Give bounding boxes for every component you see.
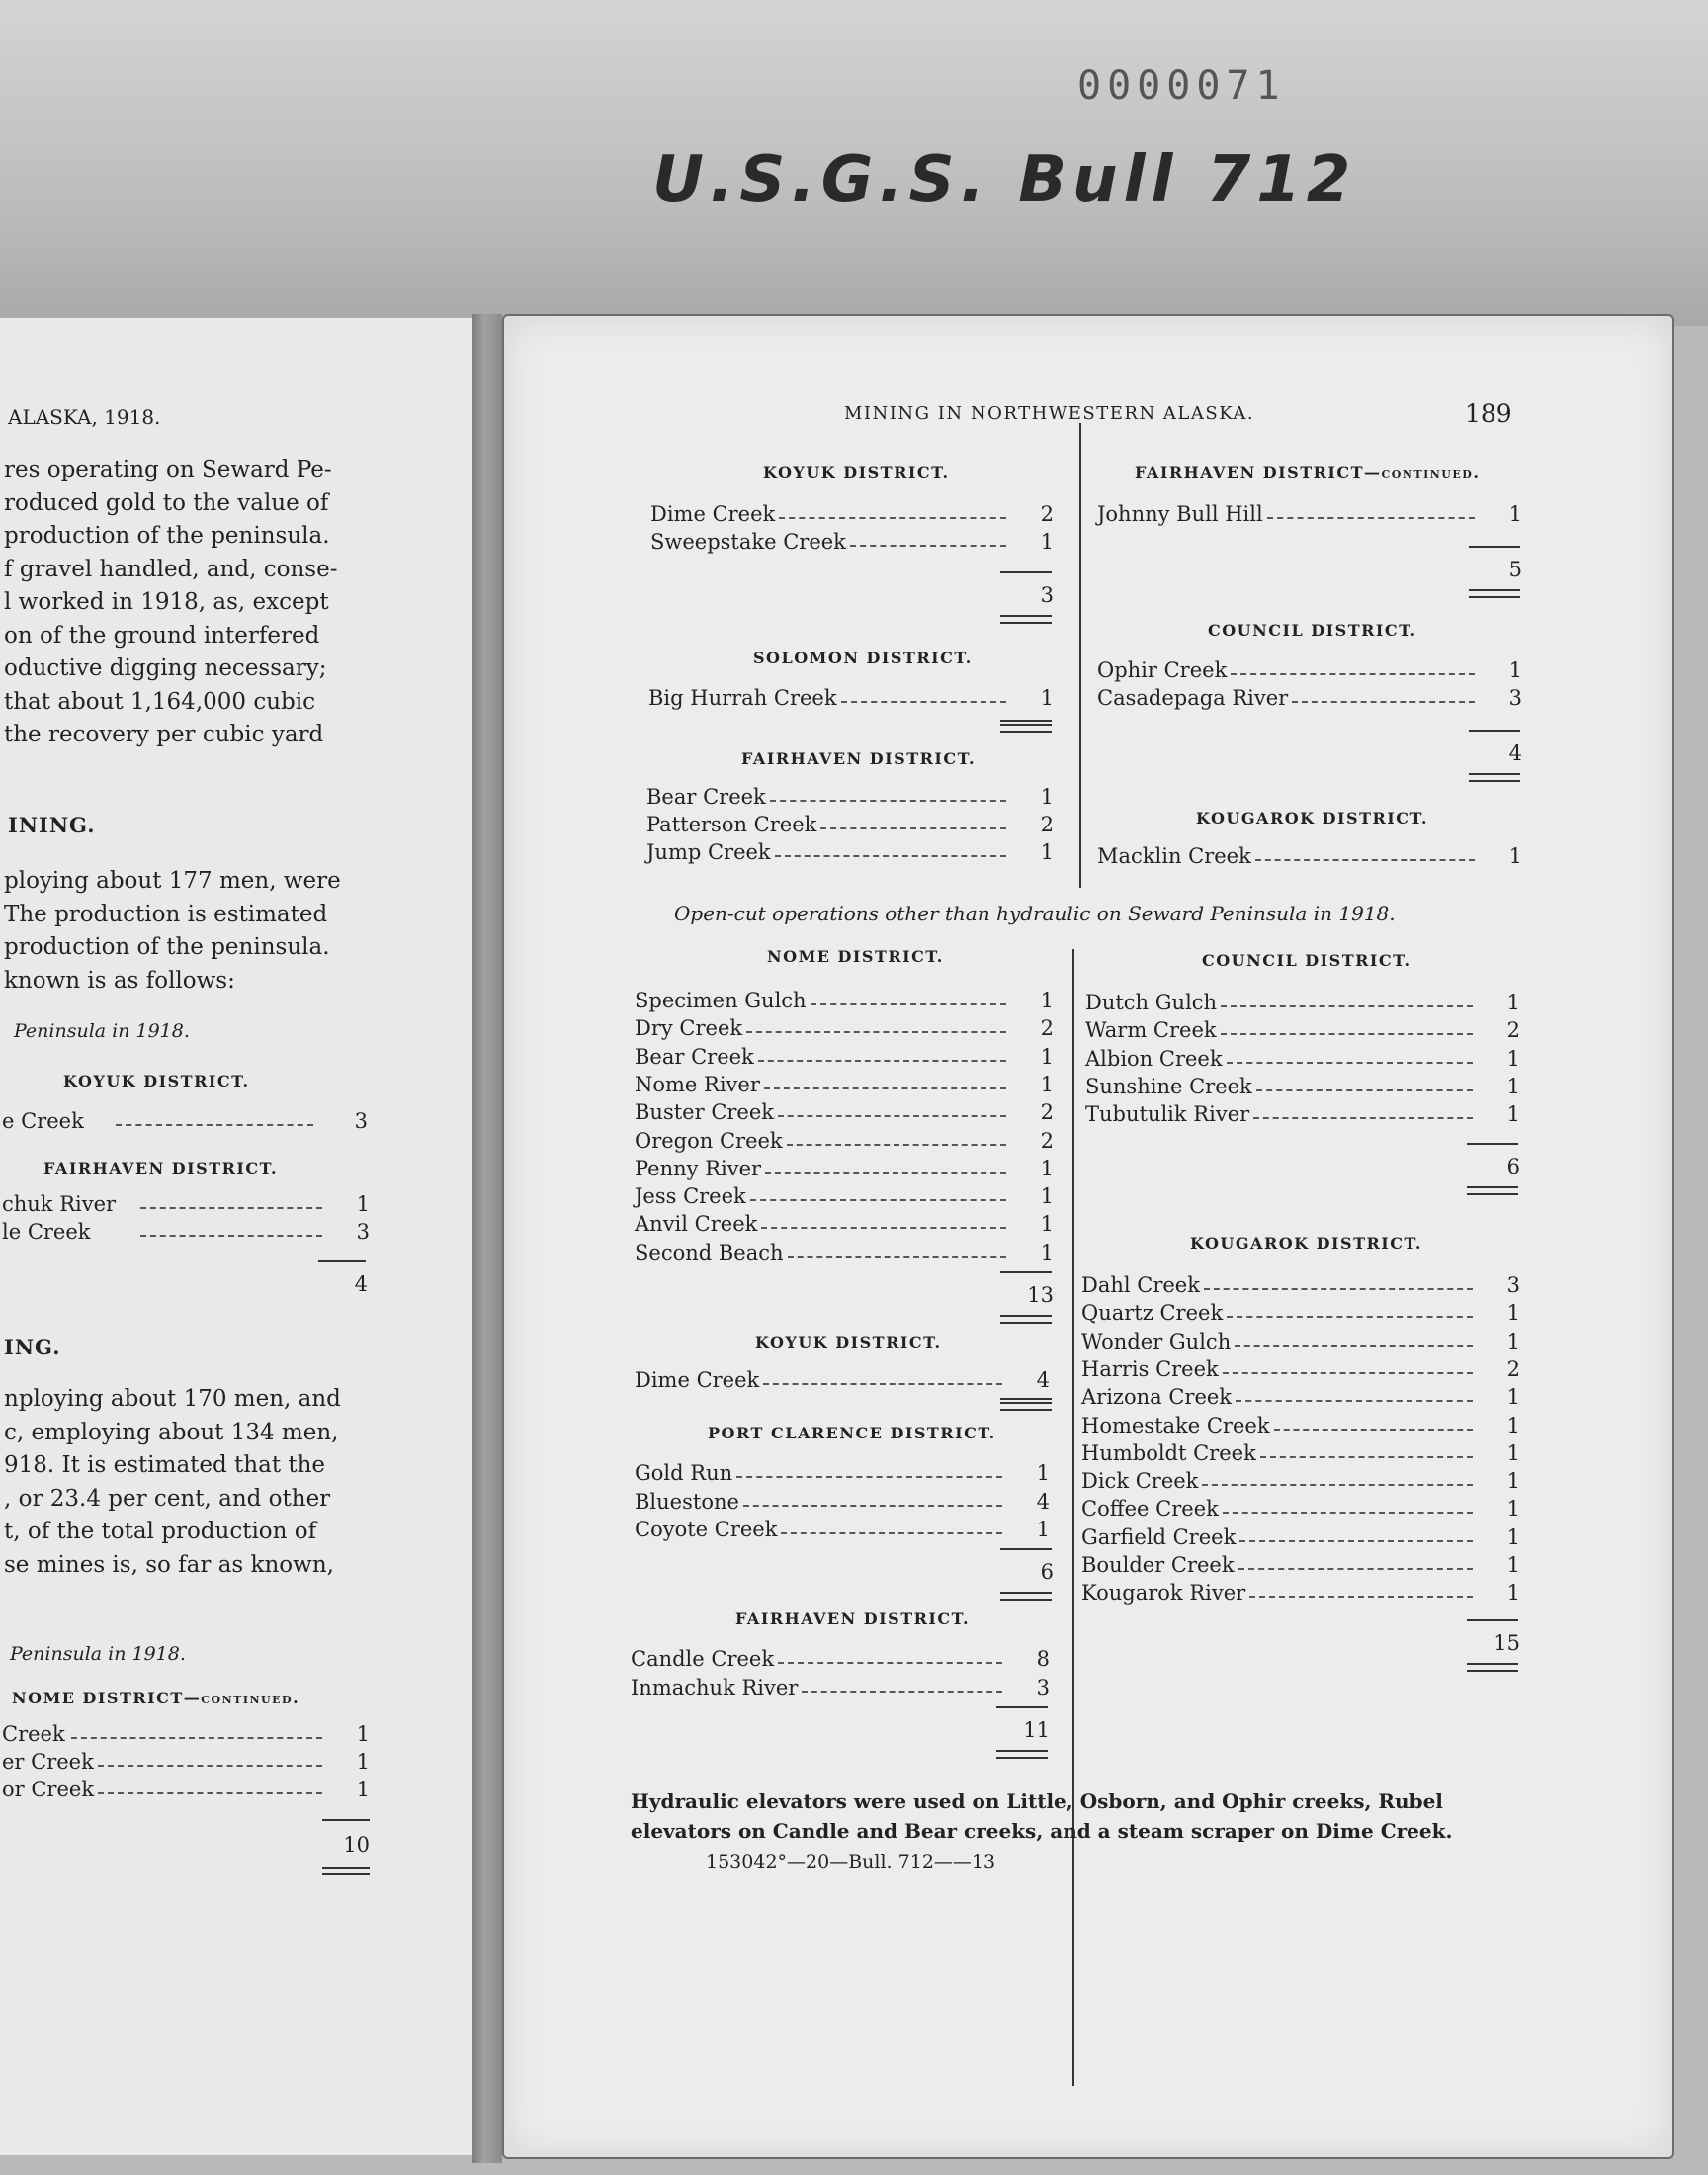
table-row xyxy=(635,1016,1054,1044)
row-count: 1 xyxy=(1040,1184,1054,1209)
leader-dots xyxy=(765,1172,1006,1174)
table-row xyxy=(1081,1414,1520,1441)
leader-dots xyxy=(811,1003,1006,1005)
row-name: Tubutulik River xyxy=(1085,1102,1250,1127)
district-total: 5 xyxy=(1508,558,1522,581)
leader-dots xyxy=(850,545,1006,547)
table-row xyxy=(1081,1273,1520,1301)
row-name: Dahl Creek xyxy=(1081,1273,1200,1297)
table-row xyxy=(631,1647,1050,1675)
row-count: 4 xyxy=(1036,1489,1050,1514)
row-name: Sweepstake Creek xyxy=(650,530,846,554)
paragraph-line: , or 23.4 per cent, and other xyxy=(4,1485,331,1512)
left-koyuk-header: KOYUK DISTRICT. xyxy=(63,1072,250,1090)
leader-dots xyxy=(1274,1429,1473,1431)
row-name: Albion Creek xyxy=(1085,1046,1223,1071)
sum-rule xyxy=(1000,1548,1052,1550)
table-row xyxy=(1097,502,1522,530)
table-row xyxy=(1081,1469,1520,1497)
row-name: Homestake Creek xyxy=(1081,1413,1270,1437)
row-name: Creek xyxy=(2,1722,65,1746)
row-name: chuk River xyxy=(2,1192,117,1216)
sum-rule xyxy=(1000,1271,1052,1273)
district-header: SOLOMON DISTRICT. xyxy=(753,649,973,667)
table-row xyxy=(635,1100,1054,1128)
row-count: 1 xyxy=(1506,1469,1520,1494)
book-gutter xyxy=(472,314,502,2163)
left-fairhaven-rule xyxy=(318,1260,366,1262)
row-name: Humboldt Creek xyxy=(1081,1440,1256,1465)
left-fairhaven-header: FAIRHAVEN DISTRICT. xyxy=(43,1159,279,1177)
hydraulic-divider xyxy=(1079,423,1081,888)
table-row xyxy=(1081,1497,1520,1524)
district-header: KOYUK DISTRICT. xyxy=(763,463,950,481)
row-name: Anvil Creek xyxy=(635,1212,758,1237)
row-count: 1 xyxy=(1506,1385,1520,1410)
paragraph-line: production of the peninsula. xyxy=(4,934,330,960)
row-count: 1 xyxy=(1506,1497,1520,1522)
table-row xyxy=(1085,991,1520,1018)
row-name: Buster Creek xyxy=(635,1100,775,1125)
leader-dots xyxy=(98,1792,322,1794)
paragraph-line: production of the peninsula. xyxy=(4,523,330,549)
paragraph-line: that about 1,164,000 cubic xyxy=(4,688,315,715)
table-row xyxy=(1081,1385,1520,1413)
row-count: 1 xyxy=(1506,1440,1520,1465)
district-header: COUNCIL DISTRICT. xyxy=(1208,621,1417,640)
row-name: Wonder Gulch xyxy=(1081,1329,1232,1353)
leader-dots xyxy=(1227,1062,1473,1064)
paragraph-line: The production is estimated xyxy=(4,901,328,927)
row-count: 1 xyxy=(1040,1212,1054,1237)
table-row xyxy=(635,1184,1054,1212)
row-count: 1 xyxy=(1508,502,1522,526)
leader-dots xyxy=(787,1144,1006,1146)
table-row xyxy=(635,1073,1054,1100)
leader-dots xyxy=(1223,1372,1473,1374)
row-count: 1 xyxy=(1506,991,1520,1014)
row-name: Bear Creek xyxy=(635,1044,754,1069)
leader-dots xyxy=(1255,859,1475,861)
table-row xyxy=(650,530,1054,558)
left-caption-1: Peninsula in 1918. xyxy=(14,1020,190,1042)
sum-rule xyxy=(1000,720,1052,722)
row-name: Warm Creek xyxy=(1085,1018,1217,1043)
leader-dots xyxy=(781,1532,1002,1534)
left-heading-2: ING. xyxy=(4,1335,61,1359)
table-row xyxy=(646,840,1054,868)
leader-dots xyxy=(763,1383,1002,1385)
leader-dots xyxy=(71,1737,322,1739)
row-count: 1 xyxy=(1040,785,1054,809)
paragraph-line: t, of the total production of xyxy=(4,1519,317,1544)
district-header: KOUGAROK DISTRICT. xyxy=(1190,1234,1422,1253)
left-nome-cont-header: NOME DISTRICT—continued. xyxy=(12,1689,300,1707)
paragraph-line: 918. It is estimated that the xyxy=(4,1452,326,1478)
table-row xyxy=(635,1157,1054,1184)
table-row xyxy=(1085,1075,1520,1102)
leader-dots xyxy=(775,855,1006,857)
row-count: 3 xyxy=(1506,1273,1520,1297)
double-rule xyxy=(1469,773,1520,782)
table-row xyxy=(650,502,1054,530)
district-header: COUNCIL DISTRICT. xyxy=(1202,951,1411,970)
leader-dots xyxy=(1202,1484,1473,1486)
row-name: Nome River xyxy=(635,1072,760,1096)
row-name: Bluestone xyxy=(635,1489,739,1514)
left-caption-2: Peninsula in 1918. xyxy=(10,1643,186,1665)
left-nome-rule xyxy=(322,1819,370,1821)
row-count: 2 xyxy=(1040,502,1054,526)
row-name: Boulder Creek xyxy=(1081,1553,1235,1577)
leader-dots xyxy=(1227,1316,1473,1318)
row-name: Oregon Creek xyxy=(635,1128,783,1153)
leader-dots xyxy=(1223,1512,1473,1514)
district-header: FAIRHAVEN DISTRICT. xyxy=(741,749,977,768)
table-row xyxy=(646,813,1054,840)
leader-dots xyxy=(841,701,1006,703)
table-row xyxy=(635,1241,1054,1268)
leader-dots xyxy=(778,1115,1006,1117)
table-row xyxy=(1081,1581,1520,1609)
row-count: 1 xyxy=(356,1192,370,1216)
table-row xyxy=(1081,1553,1520,1581)
leader-dots xyxy=(1292,701,1475,703)
row-count: 1 xyxy=(1036,1461,1050,1485)
stamp-number: 0000071 xyxy=(1077,63,1286,109)
sum-rule xyxy=(1469,546,1520,548)
leader-dots xyxy=(1249,1596,1473,1598)
left-running-head: ALASKA, 1918. xyxy=(8,405,161,429)
left-fairhaven-total: 4 xyxy=(354,1272,368,1296)
row-name: Johnny Bull Hill xyxy=(1097,502,1263,526)
opencut-divider xyxy=(1072,949,1074,2086)
row-name: Arizona Creek xyxy=(1081,1385,1233,1410)
row-count: 1 xyxy=(1040,686,1054,710)
row-name: Garfield Creek xyxy=(1081,1524,1237,1549)
table-row xyxy=(1097,686,1522,714)
sum-rule xyxy=(1467,1143,1518,1145)
paragraph-line: oductive digging necessary; xyxy=(4,655,327,681)
leader-dots xyxy=(1231,673,1475,675)
leader-dots xyxy=(1221,1005,1473,1007)
row-name: Dime Creek xyxy=(650,502,776,526)
paragraph-line: res operating on Seward Pe- xyxy=(4,457,332,482)
leader-dots xyxy=(743,1505,1002,1507)
row-count: 1 xyxy=(1506,1074,1520,1098)
double-rule xyxy=(1000,1592,1052,1601)
leader-dots xyxy=(761,1227,1006,1229)
leader-dots xyxy=(736,1476,1002,1478)
row-name: er Creek xyxy=(2,1750,94,1774)
row-name: Gold Run xyxy=(635,1461,733,1485)
double-rule xyxy=(1467,1663,1518,1672)
footnote-line-1: Hydraulic elevators were used on Little, Osborn, and Ophir creeks, Rubel xyxy=(631,1789,1443,1813)
left-nome-double-rule xyxy=(322,1867,370,1875)
row-count: 1 xyxy=(1036,1518,1050,1541)
leader-dots xyxy=(746,1031,1006,1033)
table-row xyxy=(648,686,1054,714)
district-total: 6 xyxy=(1040,1560,1054,1584)
district-header: PORT CLARENCE DISTRICT. xyxy=(708,1424,996,1442)
table-row xyxy=(1081,1525,1520,1553)
left-nome-total: 10 xyxy=(343,1833,370,1857)
paragraph-line: the recovery per cubic yard xyxy=(4,722,324,747)
row-count: 1 xyxy=(1040,1044,1054,1069)
row-count: 1 xyxy=(1040,840,1054,864)
row-name: Bear Creek xyxy=(646,785,766,809)
district-header: KOYUK DISTRICT. xyxy=(755,1333,942,1351)
row-name: Quartz Creek xyxy=(1081,1301,1224,1326)
row-count: 2 xyxy=(1040,1016,1054,1041)
double-rule xyxy=(1469,589,1520,598)
leader-dots xyxy=(1253,1117,1473,1119)
table-row xyxy=(635,1212,1054,1240)
row-name: Dry Creek xyxy=(635,1016,743,1041)
leader-dots xyxy=(1267,517,1475,519)
row-count: 1 xyxy=(356,1722,370,1746)
leader-dots xyxy=(758,1060,1006,1062)
row-count: 2 xyxy=(1040,1128,1054,1153)
leader-dots xyxy=(1256,1089,1473,1091)
paragraph-line: on of the ground interfered xyxy=(4,622,320,649)
paragraph-line: ploying about 177 men, were xyxy=(4,868,341,894)
leader-dots xyxy=(1204,1288,1473,1290)
row-count: 1 xyxy=(1040,1072,1054,1096)
row-name: Penny River xyxy=(635,1156,762,1180)
table-row xyxy=(635,1461,1050,1489)
table-row xyxy=(631,1676,1050,1703)
table-row xyxy=(1097,658,1522,686)
leader-dots xyxy=(788,1256,1006,1258)
table-row xyxy=(1081,1357,1520,1385)
row-count: 1 xyxy=(1506,1581,1520,1606)
row-count: 1 xyxy=(1506,1301,1520,1326)
row-name: Specimen Gulch xyxy=(635,989,807,1012)
leader-dots xyxy=(98,1765,322,1767)
row-name: Coyote Creek xyxy=(635,1518,778,1541)
row-count: 1 xyxy=(1506,1046,1520,1071)
right-page xyxy=(502,314,1674,2159)
row-count: 2 xyxy=(1040,1100,1054,1125)
paragraph-line: f gravel handled, and, conse- xyxy=(4,556,338,582)
row-name: or Creek xyxy=(2,1778,95,1801)
row-count: 2 xyxy=(1040,813,1054,836)
double-rule xyxy=(996,1750,1048,1759)
page-number: 189 xyxy=(1465,399,1512,428)
sum-rule xyxy=(1000,571,1052,573)
district-header: NOME DISTRICT. xyxy=(767,947,944,966)
leader-dots xyxy=(1236,1400,1473,1402)
row-count: 4 xyxy=(1036,1368,1050,1392)
print-mark: 153042°—20—Bull. 712——13 xyxy=(706,1851,996,1872)
opencut-title: Open-cut operations other than hydraulic on Seward Peninsula in 1918. xyxy=(674,902,1396,925)
row-count: 1 xyxy=(1506,1329,1520,1353)
row-count: 3 xyxy=(1508,686,1522,710)
district-total: 4 xyxy=(1508,741,1522,765)
district-header: FAIRHAVEN DISTRICT—continued. xyxy=(1135,463,1481,481)
leader-dots xyxy=(1239,1540,1473,1542)
row-count: 1 xyxy=(356,1750,370,1774)
row-count: 1 xyxy=(356,1778,370,1801)
district-header: FAIRHAVEN DISTRICT. xyxy=(735,1610,971,1628)
row-name: le Creek xyxy=(2,1220,91,1244)
leader-dots xyxy=(750,1199,1006,1201)
table-row xyxy=(1081,1441,1520,1469)
double-rule xyxy=(1000,1315,1052,1324)
row-name: Harris Creek xyxy=(1081,1356,1219,1381)
leader-dots xyxy=(770,800,1006,802)
row-count: 1 xyxy=(1508,658,1522,682)
district-total: 3 xyxy=(1040,583,1054,607)
double-rule xyxy=(1000,724,1052,733)
leader-dots xyxy=(802,1691,1002,1693)
paragraph-line: se mines is, so far as known, xyxy=(4,1551,334,1578)
paragraph-line: l worked in 1918, as, except xyxy=(4,589,329,615)
double-rule xyxy=(1000,615,1052,624)
table-row xyxy=(635,1045,1054,1073)
left-heading-1: INING. xyxy=(8,813,96,837)
row-name: Patterson Creek xyxy=(646,813,817,836)
row-name: Jump Creek xyxy=(646,840,771,864)
row-name: Sunshine Creek xyxy=(1085,1074,1252,1098)
row-count: 1 xyxy=(1040,530,1054,554)
district-total: 15 xyxy=(1494,1631,1520,1655)
paragraph-line: roduced gold to the value of xyxy=(4,489,329,516)
row-name: Dime Creek xyxy=(635,1368,760,1392)
table-row xyxy=(1085,1102,1520,1130)
row-name: Inmachuk River xyxy=(631,1675,799,1699)
sum-rule xyxy=(1467,1619,1518,1621)
row-count: 1 xyxy=(1506,1102,1520,1127)
row-count: 2 xyxy=(1506,1356,1520,1381)
district-total: 6 xyxy=(1506,1155,1520,1178)
district-header: KOUGAROK DISTRICT. xyxy=(1196,809,1428,827)
leader-dots xyxy=(1235,1345,1473,1347)
table-row xyxy=(646,785,1054,813)
table-row xyxy=(1097,844,1522,872)
row-name: Jess Creek xyxy=(635,1184,746,1209)
leader-dots xyxy=(1260,1456,1473,1458)
footnote-line-2: elevators on Candle and Bear creeks, and a steam scraper on Dime Creek. xyxy=(631,1819,1453,1843)
double-rule xyxy=(1000,1402,1052,1411)
leader-dots xyxy=(1221,1033,1473,1035)
table-row xyxy=(1085,1047,1520,1075)
row-name: Second Beach xyxy=(635,1240,784,1264)
row-count: 1 xyxy=(1506,1413,1520,1437)
row-count: 3 xyxy=(356,1220,370,1244)
sum-rule xyxy=(996,1706,1048,1708)
paragraph-line: known is as follows: xyxy=(4,967,235,994)
double-rule xyxy=(1467,1186,1518,1195)
left-page xyxy=(0,318,474,2155)
leader-dots xyxy=(140,1235,322,1237)
district-total: 13 xyxy=(1027,1283,1054,1307)
sum-rule xyxy=(1000,1398,1052,1400)
leader-dots xyxy=(778,1662,1002,1664)
table-row xyxy=(635,1129,1054,1157)
row-name: Kougarok River xyxy=(1081,1581,1246,1606)
row-name: Macklin Creek xyxy=(1097,844,1251,868)
row-count: 1 xyxy=(1508,844,1522,868)
row-name: Candle Creek xyxy=(631,1647,775,1671)
table-row xyxy=(1081,1301,1520,1329)
leader-dots xyxy=(140,1207,322,1209)
table-row xyxy=(635,1368,1050,1396)
table-row xyxy=(1081,1330,1520,1357)
left-koyuk-row: e Creek 3 xyxy=(2,1109,368,1133)
row-count: 1 xyxy=(1040,1156,1054,1180)
table-row xyxy=(2,1722,370,1750)
table-row xyxy=(635,1490,1050,1518)
table-row xyxy=(635,1518,1050,1545)
leader-dots xyxy=(1238,1568,1473,1570)
district-total: 11 xyxy=(1023,1718,1050,1742)
row-count: 3 xyxy=(1036,1675,1050,1699)
row-name: Casadepaga River xyxy=(1097,686,1289,710)
row-count: 1 xyxy=(1040,1240,1054,1264)
table-row xyxy=(1085,1018,1520,1046)
row-name: Ophir Creek xyxy=(1097,658,1228,682)
row-name: Dutch Gulch xyxy=(1085,991,1218,1014)
leader-dots xyxy=(820,827,1006,829)
row-count: 1 xyxy=(1040,989,1054,1012)
paragraph-line: c, employing about 134 men, xyxy=(4,1419,339,1445)
row-count: 1 xyxy=(1506,1524,1520,1549)
sum-rule xyxy=(1469,730,1520,732)
table-row xyxy=(2,1220,370,1248)
row-name: Coffee Creek xyxy=(1081,1497,1219,1522)
table-row xyxy=(2,1750,370,1778)
row-name: Big Hurrah Creek xyxy=(648,686,837,710)
table-row xyxy=(2,1192,370,1220)
handwritten-note: U.S.G.S. Bull 712 xyxy=(652,143,1357,217)
row-name: Dick Creek xyxy=(1081,1469,1199,1494)
row-count: 2 xyxy=(1506,1018,1520,1043)
leader-dots xyxy=(764,1088,1006,1089)
paragraph-line: nploying about 170 men, and xyxy=(4,1386,341,1412)
row-count: 1 xyxy=(1506,1553,1520,1577)
table-row xyxy=(2,1778,370,1805)
table-row xyxy=(635,989,1054,1016)
running-head: MINING IN NORTHWESTERN ALASKA. xyxy=(844,403,1255,424)
leader-dots xyxy=(779,517,1006,519)
row-count: 8 xyxy=(1036,1647,1050,1671)
